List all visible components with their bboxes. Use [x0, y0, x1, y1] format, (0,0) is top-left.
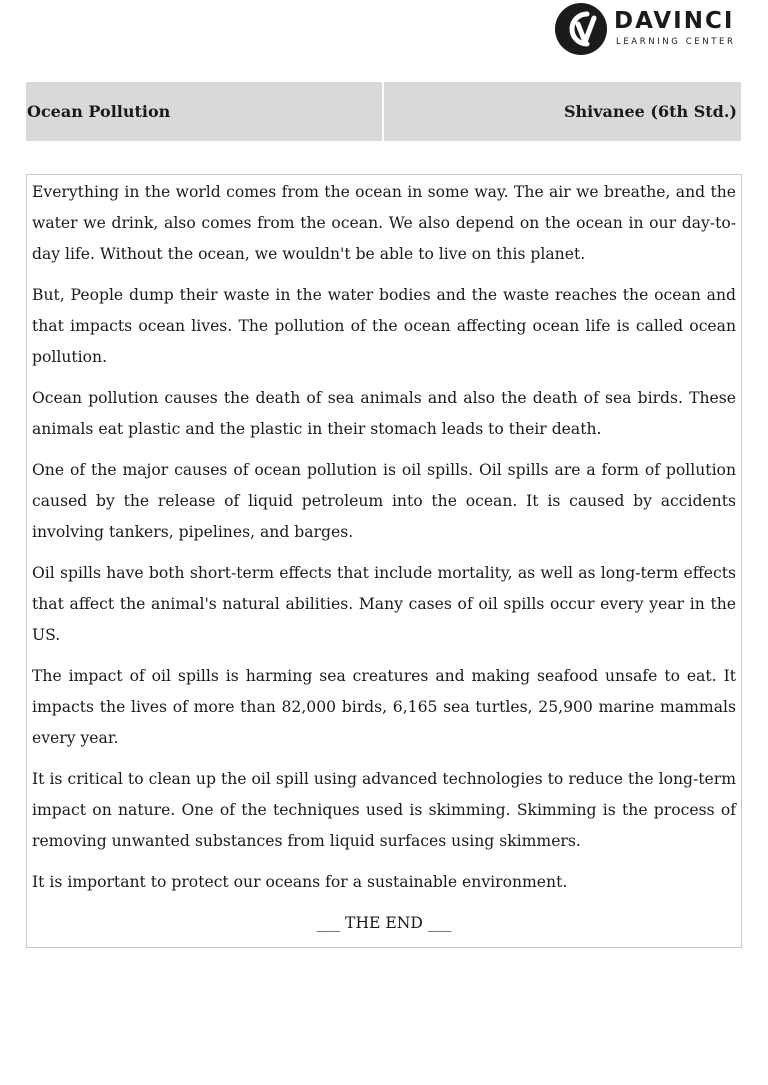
paragraph: It is critical to clean up the oil spill using advanced technologies to reduce the long-term impact on nature. One of the techniques used is skimming. Skimming is the process of removing unwanted substances from liquid surfaces using skimmers.	[32, 770, 736, 850]
paragraph: The impact of oil spills is harming sea creatures and making seafood unsafe to eat. It impacts the lives of more than 82,000 birds, 6,165 sea turtles, 25,900 marine mammals every year.	[32, 667, 736, 747]
author-name: Shivanee (6th Std.)	[384, 82, 741, 141]
logo-subtitle: LEARNING CENTER	[616, 37, 736, 47]
paragraph: Oil spills have both short-term effects that include mortality, as well as long-term effects that affect the animal's natural abilities. Many cases of oil spills occur every year in the US.	[32, 564, 736, 644]
paragraph: But, People dump their waste in the water bodies and the waste reaches the ocean and that impacts ocean lives. The pollution of the ocean affecting ocean life is called ocean pollution.	[32, 286, 736, 366]
brand-logo	[554, 2, 744, 58]
the-end-marker: ___ THE END ___	[316, 914, 452, 932]
davinci-logo-icon	[554, 2, 608, 56]
paragraph: Ocean pollution causes the death of sea animals and also the death of sea birds. These animals eat plastic and the plastic in their stomach leads to their death.	[32, 389, 736, 438]
paragraph: One of the major causes of ocean pollution is oil spills. Oil spills are a form of pollution caused by the release of liquid petroleum into the ocean. It is caused by accidents involving tankers, pipelines, and barges.	[32, 461, 736, 541]
logo-title: DAVINCI	[614, 8, 735, 34]
paragraph: Everything in the world comes from the ocean in some way. The air we breathe, and the water we drink, also comes from the ocean. We also depend on the ocean in our day-to-day life. Without the ocean, we wouldn't be able to live on this planet.	[32, 183, 736, 263]
essay-body	[26, 174, 742, 948]
title-bar	[26, 82, 741, 141]
essay-title: Ocean Pollution	[26, 82, 382, 141]
paragraph: It is important to protect our oceans for a sustainable environment.	[32, 873, 568, 891]
